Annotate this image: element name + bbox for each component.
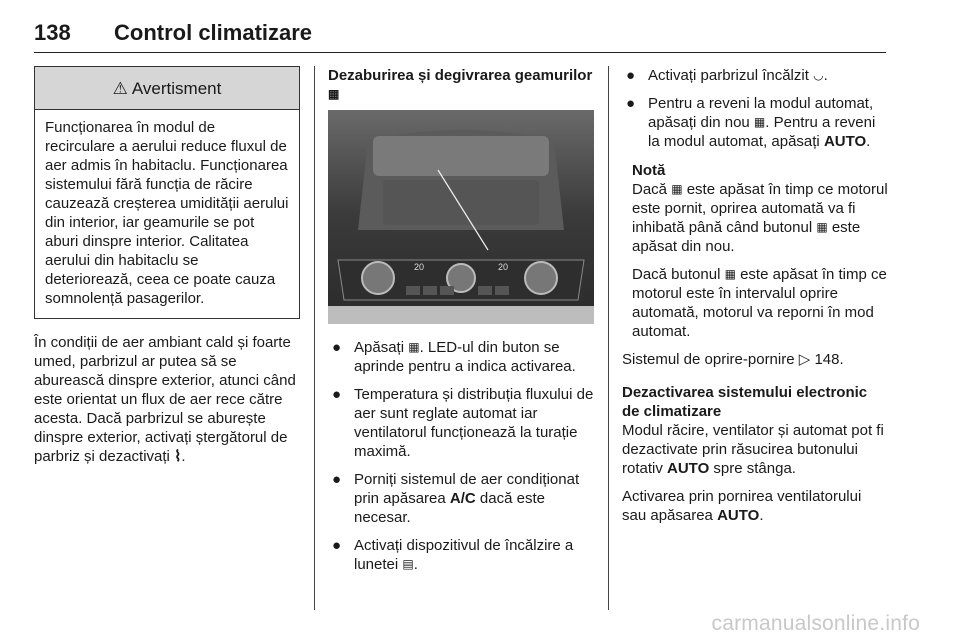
defrost-icon: ▦ [408,340,420,354]
body-paragraph: În condiții de aer ambiant cald și foarte umed, parbrizul ar putea să se aburească dinspre exterior, atunci când este orientat un flux de aer rece către acesta. Dacă parbrizul se aburește dinspre exterior, activați ștergătorul de parbriz și dezactivați ⌇. [34,334,296,465]
note-title: Notă [632,162,666,179]
warning-triangle-icon: ⚠ [112,78,128,98]
page-ref-link[interactable]: 148. [814,351,844,368]
page-header [34,18,886,53]
body-paragraph: Activarea prin pornirea ventilatorului sau apăsarea AUTO. [622,488,862,524]
warning-box [34,66,300,319]
heated-windscreen-icon: ◡ [813,68,824,82]
page-number: 138 [34,20,71,45]
column-3 [622,66,888,534]
warning-header [35,67,299,110]
warning-title: Avertisment [131,78,222,98]
defrost-icon: ▦ [753,115,766,129]
note-paragraph: Dacă butonul ▦ este apăsat în timp ce motorul este în intervalul oprire automată, motorul va reporni în mod automat. [632,266,887,340]
section-heading: Dezactivarea sistemului electronic de climatizare [622,384,868,420]
list-item: ● Porniți sistemul de aer condiționat prin apăsarea A/C dacă este necesar. [332,471,580,526]
defrost-icon: ▦ [816,220,828,234]
column-divider [314,66,315,610]
climate-control-panel-photo [328,110,594,324]
stop-start-reference: Sistemul de oprire-pornire ▷ 148. [622,351,844,368]
temp-display-left: 20 [414,262,425,272]
list-item: ● Activați parbrizul încălzit ◡. [626,67,828,84]
column-1 [34,66,300,475]
defrost-icon: ▦ [328,87,340,101]
column-divider [608,66,609,610]
list-item: ● Apăsați ▦. LED-ul din buton se aprinde pentru a indica activarea. [332,339,576,375]
temp-display-right: 20 [498,262,509,272]
body-paragraph: Modul răcire, ventilator și automat pot fi dezactivate prin răsucirea butonului rotativ AUTO spre stânga. [622,422,884,477]
page-title: Control climatizare [114,20,313,45]
list-item: ● Activați dispozitivul de încălzire a lunetei ▤. [332,537,574,573]
warning-text: Funcționarea în modul de recirculare a aerului reduce fluxul de aer admis în habitaclu. Funcționarea sistemului fără funcția de răcire cauzează creșterea umidității aerului din interior, iar geamurile se pot aburi dinspre interior. Calitatea aerului din habitaclu se deteriorează, ceea ce poate cauza somnolență pasagerilor. [45,119,289,307]
list-item: ● Pentru a reveni la modul automat, apăsați din nou ▦. Pentru a reveni la modul automat, apăsați AUTO. [626,95,876,150]
paragraph-text: În condiții de aer ambiant cald și foarte umed, parbrizul ar putea să se aburească dinspre exterior, atunci când este orientat un flux de aer rece către acesta. Dacă parbrizul se aburește dinspre exterior, activați ștergătorul de parbriz și dezactivați [34,334,296,465]
defrost-icon: ▦ [671,182,683,196]
note-paragraph: Dacă ▦ este apăsat în timp ce motorul este pornit, oprirea automată va fi inhibată până când butonul ▦ este apăsat din nou. [632,181,888,255]
column-2 [328,66,594,583]
list-item: ● Temperatura și distribuția fluxului de aer sunt reglate automat iar ventilatorul funcționează la turație maximă. [332,386,594,460]
watermark: carmanualsonline.info [711,612,920,635]
page-ref-arrow-icon: ▷ [798,351,811,368]
rear-window-heater-icon: ▤ [402,557,414,571]
section-heading: Dezaburirea și degivrarea geamurilor ▦ [328,67,593,101]
note-block [622,161,888,341]
wiper-icon: ⌇ [174,448,182,465]
defrost-icon: ▦ [724,267,736,281]
